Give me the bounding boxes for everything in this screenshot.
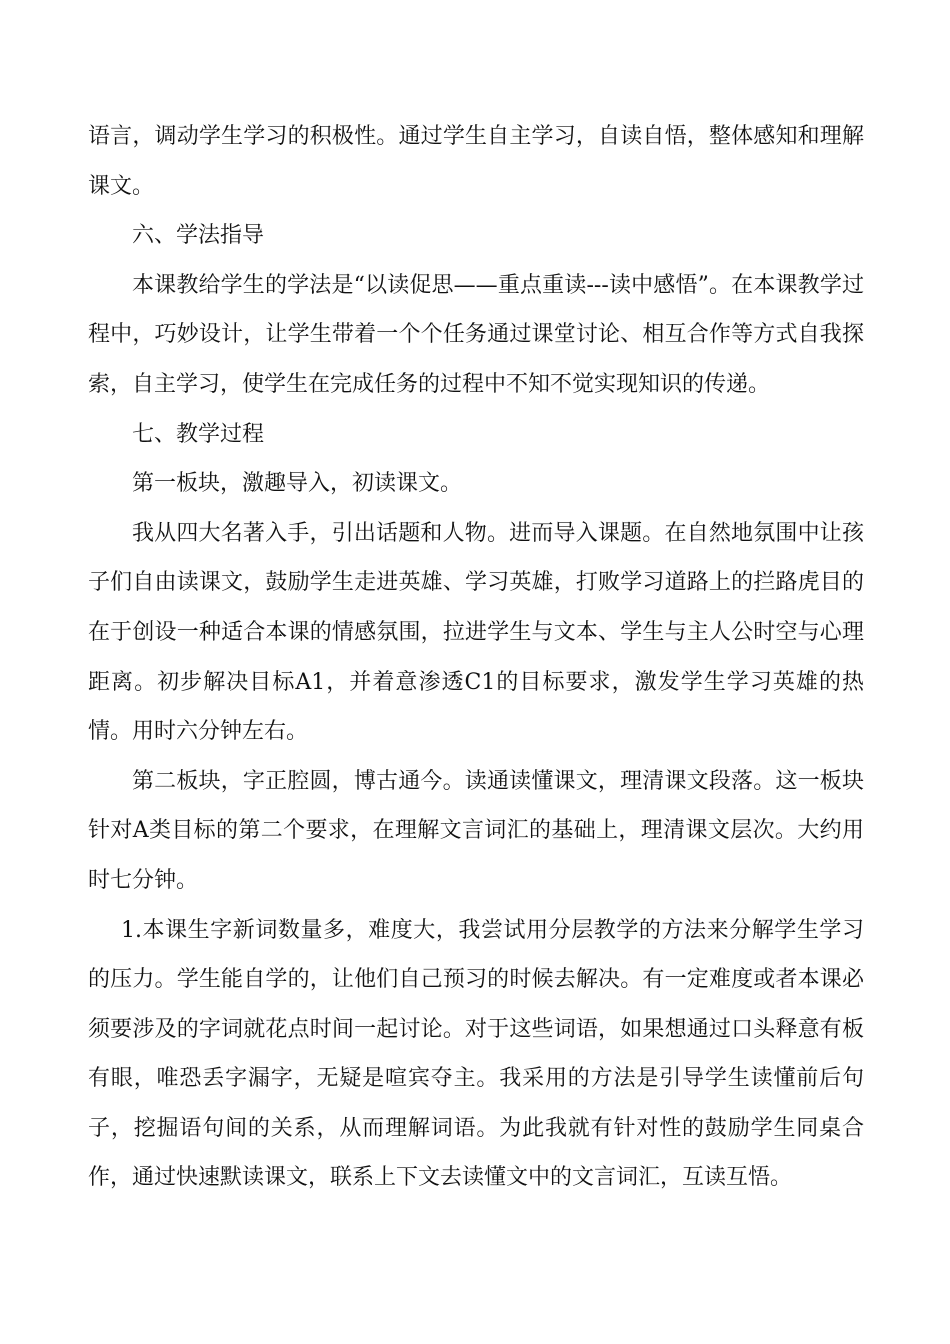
paragraph-learning-method: 本课教给学生的学法是“以读促思——重点重读---读中感悟”。在本课教学过程中，巧妙设计，让学生带着一个个任务通过课堂讨论、相互合作等方式自我探索，自主学习，使学生在完成任务的过程中不知不觉实现知识的传递。 <box>88 272 864 397</box>
document-page <box>88 112 864 1203</box>
paragraph-block-one-body: 我从四大名著入手，引出话题和人物。进而导入课题。在自然地氛围中让孩子们自由读课文，鼓励学生走进英雄、学习英雄，打败学习道路上的拦路虎目的在于创设一种适合本课的情感氛围，拉进学生与文本、学生与主人公时空与心理距离。初步解决目标A1，并着意渗透C1的目标要求，激发学生学习英雄的热情。用时六分钟左右。 <box>88 520 864 745</box>
paragraph-continuation: 语言，调动学生学习的积极性。通过学生自主学习，自读自悟，整体感知和理解课文。 <box>88 124 864 199</box>
paragraph-block-two: 第二板块，字正腔圆，博古通今。读通读懂课文，理清课文段落。这一板块针对A类目标的第二个要求，在理解文言词汇的基础上，理清课文层次。大约用时七分钟。 <box>88 768 864 893</box>
section-heading-learning-method: 六、学法指导 <box>132 223 265 249</box>
paragraph-block-one-title: 第一板块，激趣导入，初读课文。 <box>132 471 463 497</box>
paragraph-item-one: 1.本课生字新词数量多，难度大，我尝试用分层教学的方法来分解学生学习的压力。学生能自学的，让他们自己预习的时候去解决。有一定难度或者本课必须要涉及的字词就花点时间一起讨论。对于这些词语，如果想通过口头释意有板有眼，唯恐丢字漏字，无疑是喧宾夺主。我采用的方法是引导学生读懂前后句子，挖掘语句间的关系，从而理解词语。为此我就有针对性的鼓励学生同桌合作，通过快速默读课文，联系上下文去读懂文中的文言词汇，互读互悟。 <box>88 917 864 1191</box>
section-heading-teaching-process: 七、教学过程 <box>132 421 265 447</box>
